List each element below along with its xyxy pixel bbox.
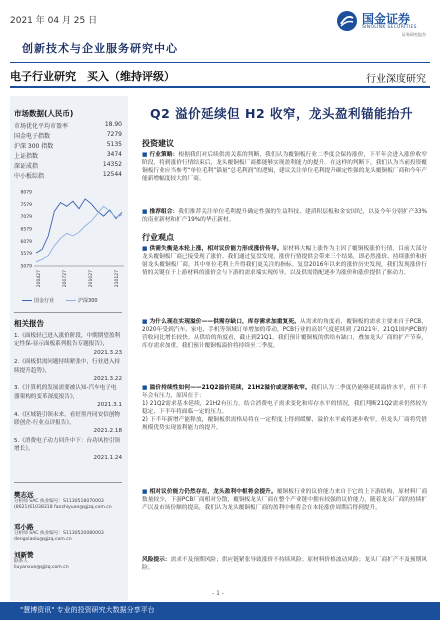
- paragraph-text: 我们推荐关注单位毛利提升确定性强的生益科技、建滔积层板和金安国纪，以及今年分别扩产33%的南亚新材和扩产19%的华正新材。: [142, 209, 428, 224]
- market-row: [14, 141, 122, 150]
- market-value: 12544: [102, 171, 122, 178]
- related-report-text: 5.《消费电子动力回升中下：台功风控引领增长》，: [14, 437, 121, 453]
- legend-label: 国金行业: [34, 298, 55, 304]
- legend-item: [66, 297, 98, 304]
- divider: [10, 62, 430, 63]
- paragraph: [142, 208, 427, 224]
- logo-name: 国金证券: [362, 12, 411, 26]
- paragraph-text: 原材料大幅上涨作为主因了覆铜板涨价行情，目前大部分龙头覆铜板厂商已接受现了涨价。我们通过复盘发现，涨价行情提供会带来三个结果，即必然涨价、持续涨价和折射龙头覆铜板厂商，其中单位毛利上升得我们更关注的指标。复盘2016年以来的涨价历史发现，我们发现涨价行情的关键在于上游材料的涨价会与下游的需求端实现传导，以及供需错配逐步为涨价和涨价提供了驱动力。: [142, 246, 428, 277]
- paragraph-lead: 相对议价能力仍然存在，龙头盈利中枢将会提升。: [149, 489, 277, 495]
- market-label: 沪深 300 指数: [14, 143, 54, 150]
- paragraph-lead: 风险提示：: [142, 557, 171, 563]
- x-tick-label: 200727: [63, 270, 68, 288]
- analyst-role: 联系人: [14, 559, 28, 564]
- logo-english: SINOLINK SECURITIES: [362, 25, 417, 30]
- related-report-text: 4.《区域链引领未来，看好黑丹同安信创物联创企-行业点评报告》，: [14, 411, 121, 427]
- bullet-icon: ■: [142, 319, 148, 325]
- bullet-icon: ■: [142, 385, 148, 391]
- report-category: 行业深度研究: [366, 74, 426, 85]
- y-tick-label: 7079: [20, 215, 32, 221]
- paragraph: [142, 245, 427, 277]
- market-row: [14, 151, 122, 160]
- paragraph-text: 我们认为二季度仍能够延续溢价水平，但下半年会有压力，原因在于：: [142, 385, 428, 400]
- legend-item: [22, 297, 54, 304]
- y-tick-label: 5579: [20, 252, 32, 258]
- bullet-icon: ■: [142, 152, 148, 158]
- y-tick-label: 7579: [20, 202, 32, 208]
- report-type: 电子行业研究 买入（维持评级）: [10, 70, 175, 83]
- market-value: 18.90: [104, 121, 122, 128]
- bullet-icon: ■: [142, 209, 148, 215]
- related-reports-list: [14, 332, 122, 463]
- page-number: - 1 -: [212, 590, 224, 597]
- related-report-link[interactable]: [14, 358, 122, 383]
- market-value: 14352: [102, 161, 122, 168]
- report-date: 2021 年 04 月 25 日: [10, 16, 98, 26]
- paragraph-text: 需求不及预期风险；供应链紧张导致涨价不持续风险；原材料价格波动风险；龙头厂商扩产不及预期风险。: [142, 557, 428, 572]
- section-title-industry: 行业观点: [142, 233, 174, 242]
- y-tick-label: 5079: [20, 264, 32, 270]
- paragraph-lead: 推荐组合：: [149, 209, 179, 215]
- related-report-date: 2021.3.22: [93, 376, 122, 383]
- related-report-date: 2021.3.1: [97, 402, 122, 409]
- analyst-contact[interactable]: liuyanxue@gjzq.com.cn: [14, 565, 69, 570]
- paragraph-text: 1) 21Q2需求基本延续，21H2有压力。结合消费电子需求变化和库存水平的情况，我们判断21Q2需求仍然较为稳定，下半年将面临一定的压力。: [142, 401, 427, 416]
- divider: [14, 312, 122, 313]
- analyst-card: [14, 550, 122, 571]
- section-title-investment: 投资建议: [142, 139, 174, 148]
- market-label: 市场优化平均市盈率: [14, 123, 69, 130]
- analyst-contact[interactable]: (8621)61038318 fanzhiyuan@gjzq.com.cn: [14, 505, 112, 510]
- logo-slogan: 证券研究报告: [402, 32, 426, 37]
- related-report-link[interactable]: [14, 437, 122, 462]
- chart-legend: [22, 297, 98, 304]
- x-tick-label: 200427: [37, 270, 42, 288]
- y-tick-label: 6579: [20, 227, 32, 233]
- related-report-text: 1.《面板轻已进入涨价阶段，中期期望盈利定性保-显示面板系列报告专题报告》，: [14, 333, 121, 348]
- paragraph-lead: 行业策略：: [149, 152, 179, 158]
- series-line-0: [36, 199, 122, 253]
- market-label: 深证成指: [14, 163, 39, 170]
- market-index-chart: [12, 186, 128, 288]
- paragraph: [142, 384, 427, 433]
- market-label: 国金电子指数: [14, 133, 51, 140]
- related-report-link[interactable]: [14, 384, 122, 409]
- related-report-link[interactable]: [14, 411, 122, 436]
- market-label: 上证指数: [14, 153, 39, 160]
- bullet-icon: ■: [142, 246, 148, 252]
- market-value: 5135: [106, 141, 122, 148]
- market-value: 7279: [106, 131, 122, 138]
- paragraph: [142, 488, 427, 512]
- market-row: [14, 121, 122, 130]
- header-divider: [10, 86, 430, 88]
- analyst-role: 分析师 SAC 执业编号：S1130520080003: [14, 531, 104, 536]
- related-report-date: 2021.3.23: [93, 349, 122, 356]
- related-report-text: 2.《面板供需问题持续紧张中，行业进入持续提升趋势》，: [14, 359, 121, 374]
- bullet-icon: ■: [142, 489, 148, 495]
- y-tick-label: 6079: [20, 239, 32, 245]
- paragraph-lead: 溢价持续性如何——21Q2溢价延续，21H2溢价或逐渐收窄。: [149, 385, 311, 391]
- related-report-date: 2021.2.18: [93, 428, 122, 435]
- market-data-title: 市场数据(人民币): [14, 109, 74, 118]
- analyst-name: 邓小路: [14, 523, 34, 531]
- footer-brand: "慧博资讯" 专业的投资研究大数据分享平台: [20, 606, 155, 614]
- related-reports-title: 相关报告: [14, 319, 44, 328]
- analyst-card: [14, 522, 122, 543]
- y-tick-label: 8079: [20, 190, 32, 196]
- related-report-link[interactable]: [14, 332, 122, 357]
- analyst-card: [14, 490, 122, 511]
- x-tick-label: 201027: [89, 270, 94, 288]
- paragraph-risk: [142, 556, 427, 572]
- paragraph-lead: 为什么现在实现溢价——供需存缺口，库存需求加重复死。: [149, 319, 300, 325]
- paragraph-text: 2) 下半年新增产能释放，覆铜板供需格局将在一定程度上得到缓解，溢价水平或将逐步收窄，但龙头厂商将凭借规模优势实现盈利能力的提升。: [142, 417, 427, 432]
- analyst-name: 樊志远: [14, 491, 34, 499]
- analyst-name: 刘新赞: [14, 551, 34, 559]
- analyst-contact[interactable]: dengxiaolu@gjzq.com.cn: [14, 537, 72, 542]
- legend-label: 沪深300: [78, 298, 98, 304]
- company-logo: [336, 8, 426, 36]
- research-center-tagline: 创新技术与企业服务研究中心: [22, 42, 178, 55]
- paragraph-text: 根据我们对后续供需关系的判断，我们认为覆铜板行业二季度会保持涨价，下半年会进入涨价收窄阶段，将到涨价行情结束后，龙头覆铜板厂商都能够实现盈利能力的提升。在这样的判断下，我们认为当前投资覆铜板行业应当参考“单位毛利”锚量“总毛利润”的逻辑，建议关注单位毛利提升确定性强的龙头覆铜板厂商和今年产能新增幅度较大的厂商。: [142, 152, 428, 183]
- market-row: [14, 161, 122, 170]
- paragraph: [142, 151, 427, 183]
- paragraph-lead: 供需失衡是本轮上涨，相对议价能力形成涨价传导。: [149, 246, 283, 252]
- market-label: 中小板综指: [14, 173, 45, 180]
- analyst-role: 分析师 SAC 执业编号：S1130518070003: [14, 499, 104, 504]
- paragraph-text: 覆铜板行业的议价能力来自于它的上下游结构，原材料厂商数量较少，下游PCB厂商相对分散，覆铜板龙头厂商在整个产业链中拥有较强的议价能力，随着龙头厂商的持续扩产以及市场份额的提高，我们认为龙头覆铜板厂商的盈利中枢将会在本轮涨价周期后得到提升。: [142, 489, 428, 512]
- sinolink-logo-icon: [336, 10, 358, 32]
- paragraph: [142, 318, 427, 350]
- x-tick-label: 210127: [115, 270, 120, 288]
- market-row: [14, 171, 122, 180]
- paragraph-text: 从需求的角度看，覆铜板的需求主要来自于PCB，2020年受到汽车、家电、手机等领域订单增加的带动，PCB行业的高景气度延续到了2021年，21Q1国内PCB的营收同比增长较快。从供给的角度看，截止到21Q1，我们预计覆铜板的供给有缺口，叠加龙头厂商的扩产节奏，库存需求加重，我们预计覆铜板溢价将持续至二季度。: [142, 319, 427, 350]
- related-report-date: 2021.1.24: [93, 454, 122, 461]
- report-title: Q2 溢价延续但 H2 收窄，龙头盈利锚能抬升: [150, 106, 414, 121]
- market-value: 3474: [106, 151, 122, 158]
- divider: [14, 482, 122, 483]
- related-report-text: 3.《计算机的发展需要被认知-汽车电子电器架构的变革深度报告》，: [14, 385, 117, 400]
- market-row: [14, 131, 122, 140]
